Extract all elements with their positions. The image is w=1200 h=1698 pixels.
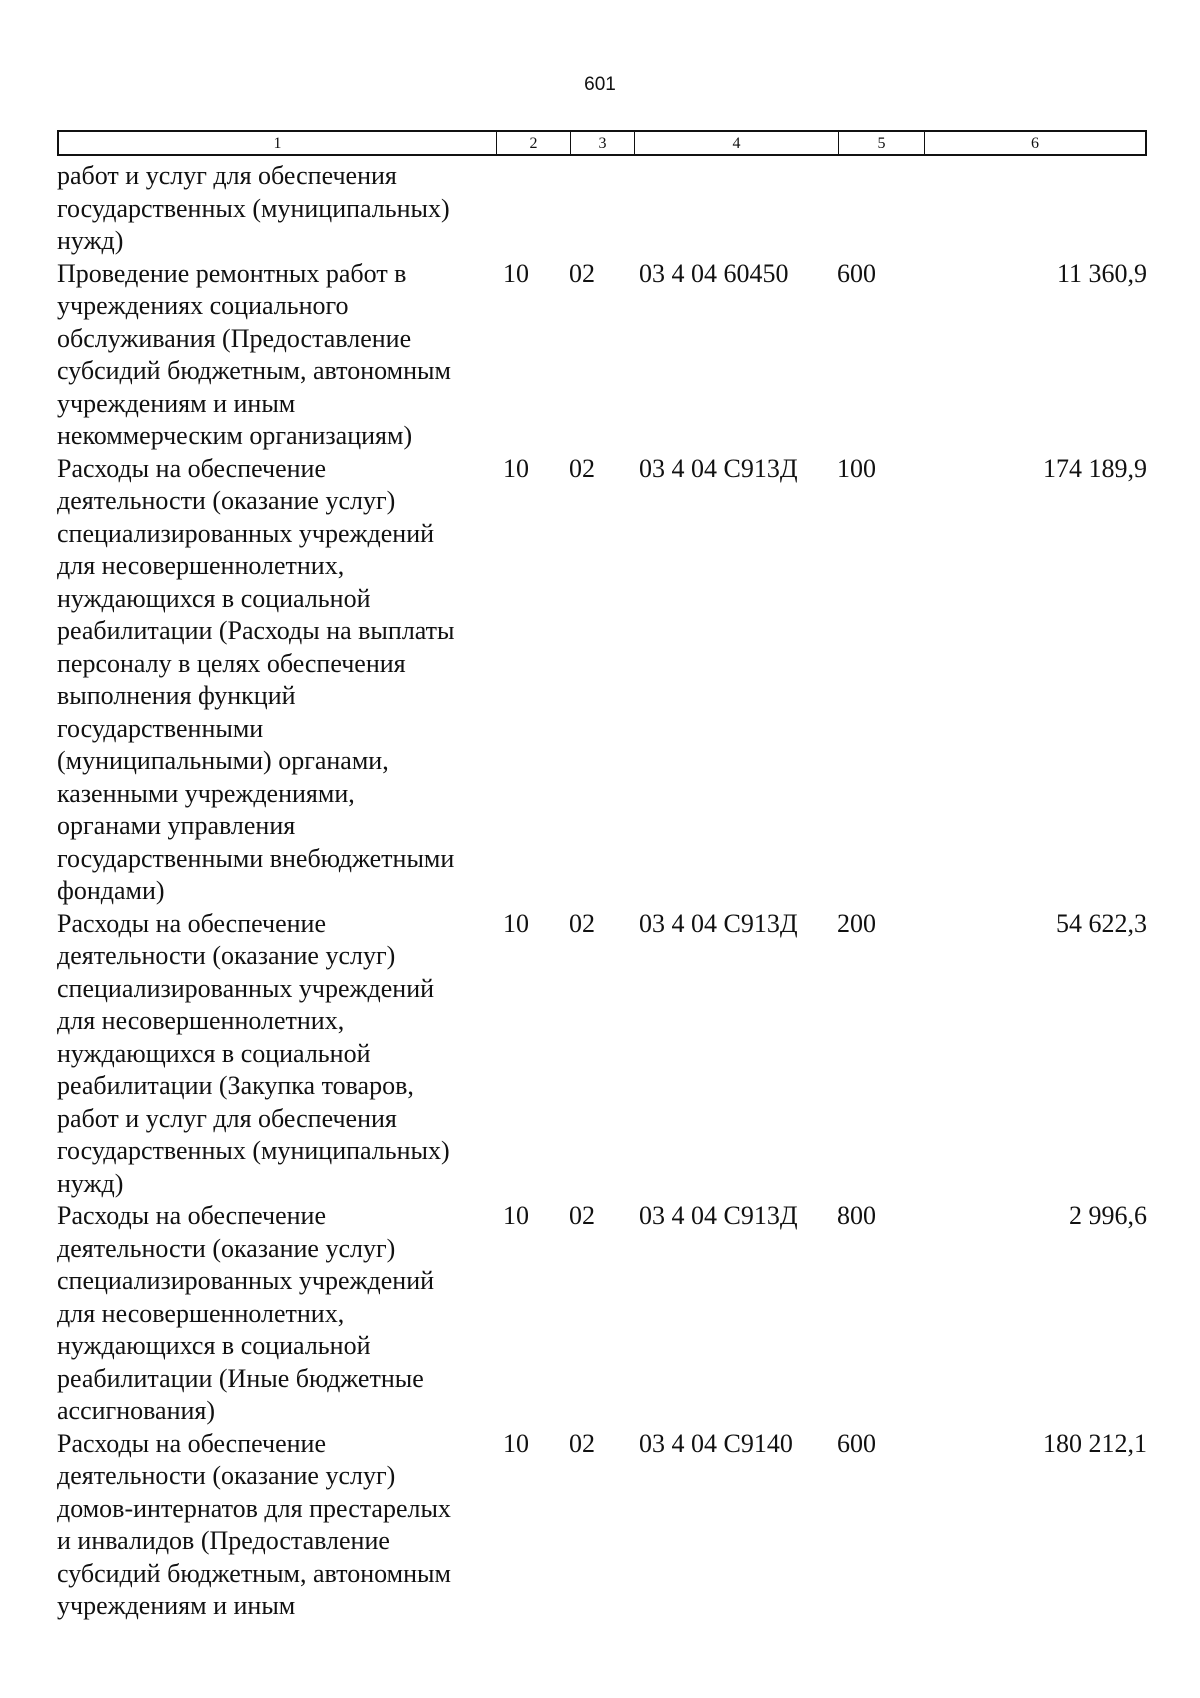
header-col-5: 5 [839, 132, 925, 154]
row-amount [923, 160, 1147, 258]
row-subsection: 02 [569, 1428, 595, 1458]
row-target-article: 03 4 04 С913Д [639, 908, 798, 938]
table-row [57, 1200, 1147, 1428]
row-expense-type: 100 [837, 453, 876, 483]
row-section [495, 160, 569, 258]
header-col-4: 4 [635, 132, 839, 154]
header-col-6: 6 [1031, 135, 1039, 152]
row-subsection: 02 [569, 453, 595, 483]
row-subsection: 02 [569, 258, 595, 288]
row-section: 10 [503, 908, 529, 938]
table-header-row [57, 130, 1147, 156]
row-expense-type: 600 [837, 1428, 876, 1458]
row-section: 10 [503, 1428, 529, 1458]
row-name: Расходы на обеспечение деятельности (оказание услуг) специализированных учреждений для несовершеннолетних, нуждающихся в социальной реабилитации (Иные бюджетные ассигнования) [57, 1201, 435, 1425]
row-name: Проведение ремонтных работ в учреждениях социального обслуживания (Предоставление субсидий бюджетным, автономным учреждениям и иным некоммерческим организациям) [57, 258, 451, 450]
row-amount: 11 360,9 [1056, 258, 1147, 288]
row-target-article: 03 4 04 60450 [639, 258, 789, 288]
table-row [57, 1428, 1147, 1623]
row-expense-type: 600 [837, 258, 876, 288]
row-name: Расходы на обеспечение деятельности (оказание услуг) домов-интернатов для престарелых и инвалидов (Предоставление субсидий бюджетным, автономным учреждениям и иным [57, 1428, 451, 1620]
row-section: 10 [503, 453, 529, 483]
row-subsection: 02 [569, 908, 595, 938]
table-row [57, 160, 1147, 258]
table-row [57, 258, 1147, 453]
row-name: работ и услуг для обеспечения государственных (муниципальных) нужд) [57, 161, 450, 255]
row-name: Расходы на обеспечение деятельности (оказание услуг) специализированных учреждений для несовершеннолетних, нуждающихся в социальной реабилитации (Закупка товаров, работ и услуг для обеспечения государственных (муниципальных) нужд) [57, 908, 450, 1198]
row-amount: 174 189,9 [1043, 453, 1147, 483]
row-target-article: 03 4 04 С9140 [639, 1428, 793, 1458]
row-subsection: 02 [569, 1201, 595, 1230]
table-body [57, 160, 1147, 1623]
row-section: 10 [503, 1201, 529, 1230]
header-col-3: 3 [571, 132, 635, 154]
row-section: 10 [503, 258, 529, 288]
row-amount: 2 996,6 [1069, 1201, 1147, 1230]
row-amount: 180 212,1 [1043, 1428, 1147, 1458]
header-col-2: 2 [497, 132, 571, 154]
row-target-article [633, 160, 837, 258]
table-row [57, 908, 1147, 1201]
row-subsection [569, 160, 633, 258]
row-amount: 54 622,3 [1056, 908, 1147, 938]
row-expense-type [837, 160, 923, 258]
table-row [57, 453, 1147, 908]
row-target-article: 03 4 04 С913Д [639, 453, 798, 483]
page-number: 601 [584, 74, 616, 95]
row-expense-type: 200 [837, 908, 876, 938]
row-name: Расходы на обеспечение деятельности (оказание услуг) специализированных учреждений для несовершеннолетних, нуждающихся в социальной реабилитации (Расходы на выплаты персоналу в целях обеспечения выполнения функций государственными (муниципальными) органами, казенными учреждениями, органами управления государственными внебюджетными фондами) [57, 453, 455, 905]
row-target-article: 03 4 04 С913Д [639, 1201, 798, 1230]
row-expense-type: 800 [837, 1201, 876, 1230]
header-col-1: 1 [59, 132, 497, 154]
